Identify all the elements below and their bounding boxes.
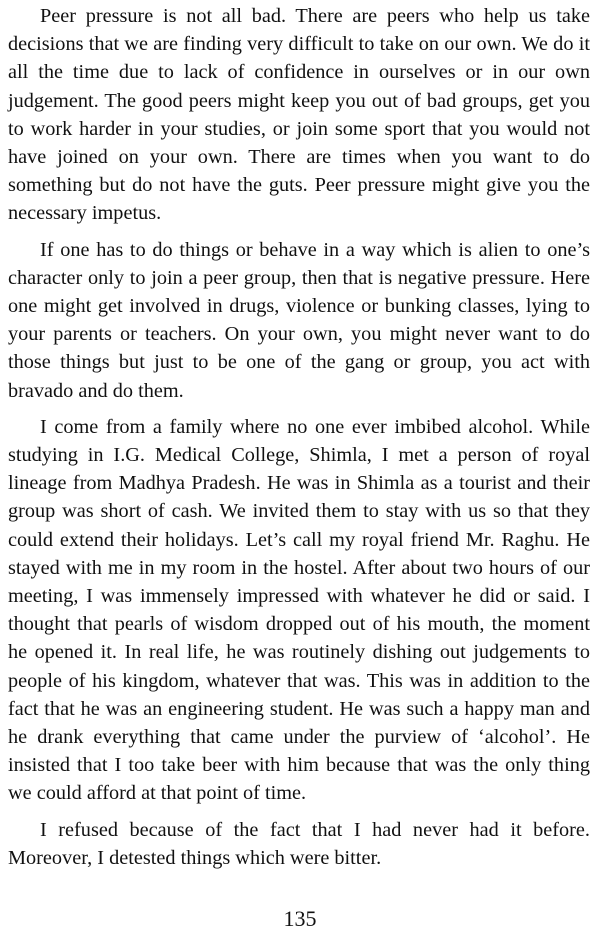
page-number: 135 — [283, 906, 317, 931]
paragraph-refusal: I refused because of the fact that I had never had it before. Moreover, I detested things which were bitter. — [8, 818, 590, 869]
paragraph-negative-pressure: If one has to do things or behave in a way which is alien to one’s character only to join a peer group, then that is negative pressure. Here one might get involved in drugs, violence or bunking classes, lying to your parents or teachers. On your own, you might never want to do those things but just to be one of the gang or group, you act with bravado and do them. — [8, 238, 590, 402]
paragraph-peer-pressure-positive: Peer pressure is not all bad. There are peers who help us take decisions that we are finding very difficult to take on our own. We do it all the time due to lack of confidence in ourselves or in our own judgement. The good peers might keep you out of bad groups, get you to work harder in your studies, or join some sport that you would not have joined on your own. There are times when you want to do something but do not have the guts. Peer pressure might give you the necessary impetus. — [8, 5, 590, 225]
paragraph-royal-friend-story: I come from a family where no one ever imbibed alcohol. While studying in I.G. Medical College, Shimla, I met a person of royal lineage from Madhya Pradesh. He was in Shimla as a tourist and their group was short of cash. We invited them to stay with us so that they could extend their holidays. Let’s call my royal friend Mr. Raghu. He stayed with me in my room in the hostel. After about two hours of our meeting, I was immensely impressed with whatever he did or said. I thought that pearls of wisdom dropped out of his mouth, the moment he opened it. In real life, he was routinely dishing out judgements to people of his kingdom, whatever that was. This was in addition to the fact that he was an engineering student. He was such a happy man and he drank everything that came under the purview of ‘alcohol’. He insisted that I too take beer with him because that was the only thing we could afford at that point of time. — [8, 415, 590, 805]
